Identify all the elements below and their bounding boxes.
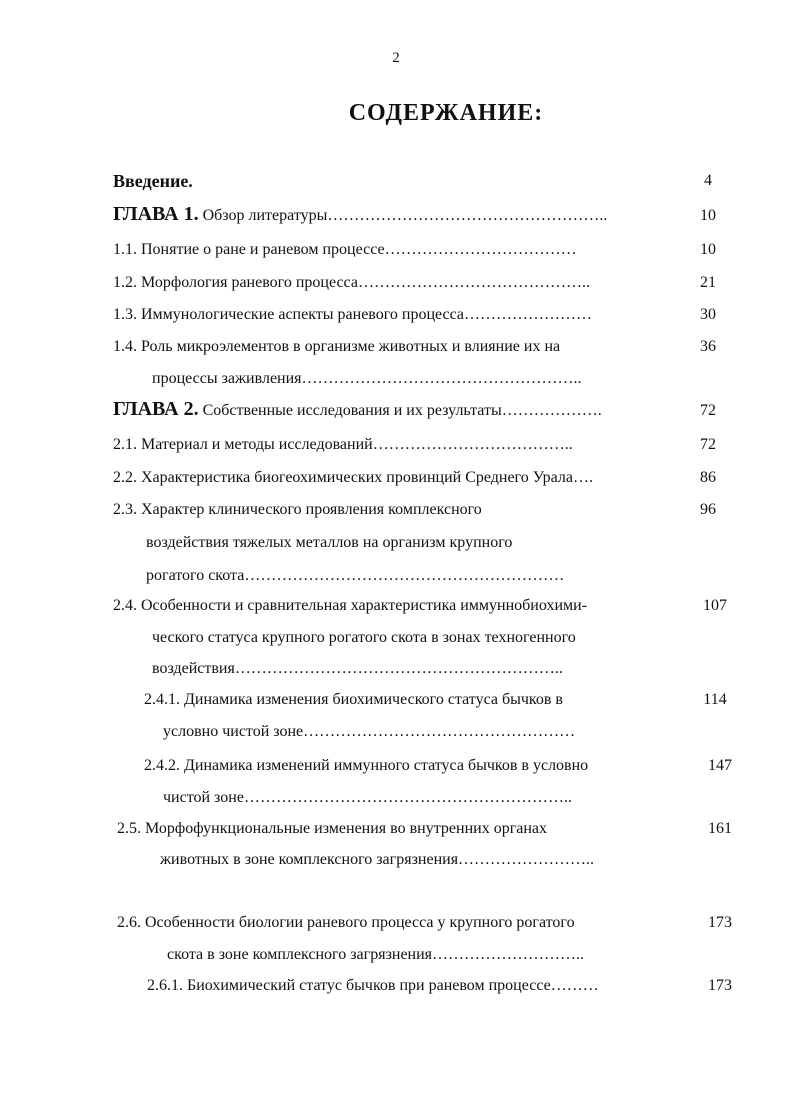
chapter-1-label: Обзор литературы…………………………………………….. bbox=[198, 207, 608, 224]
toc-ch1-page: 10 bbox=[700, 207, 716, 224]
toc-2-3-line-3: рогатого скота…………………………………………………… bbox=[146, 567, 565, 584]
toc-chapter-1 bbox=[113, 204, 607, 226]
toc-2-5-line-2: животных в зоне комплексного загрязнения…………………….. bbox=[160, 851, 595, 868]
toc-2-4-line-1: 2.4. Особенности и сравнительная характеристика иммуннобиохими- bbox=[113, 597, 588, 614]
toc-1-2-page: 21 bbox=[700, 274, 716, 291]
toc-2-2-label: 2.2. Характеристика биогеохимических провинций Среднего Урала…. bbox=[113, 469, 593, 486]
toc-2-1-page: 72 bbox=[700, 436, 716, 453]
toc-2-5-line-1: 2.5. Морфофункциональные изменения во внутренних органах bbox=[117, 820, 548, 837]
toc-2-4-2-page: 147 bbox=[708, 757, 732, 774]
toc-2-4-1-page: 114 bbox=[703, 691, 727, 708]
toc-1-1-label: 1.1. Понятие о ране и раневом процессе……………………………… bbox=[113, 241, 577, 258]
toc-1-4-line-1: 1.4. Роль микроэлементов в организме животных и влияние их на bbox=[113, 338, 561, 355]
page-title: СОДЕРЖАНИЕ: bbox=[348, 100, 544, 126]
toc-1-1-page: 10 bbox=[700, 241, 716, 258]
toc-2-4-page: 107 bbox=[703, 597, 727, 614]
toc-2-2-page: 86 bbox=[700, 469, 716, 486]
toc-1-4-line-2: процессы заживления…………………………………………….. bbox=[152, 370, 582, 387]
chapter-1-number: ГЛАВА 1. bbox=[113, 203, 199, 225]
toc-2-1-label: 2.1. Материал и методы исследований……………………………….. bbox=[113, 436, 573, 453]
toc-2-6-1-label: 2.6.1. Биохимический статус бычков при раневом процессе……… bbox=[147, 977, 599, 994]
toc-1-3-page: 30 bbox=[700, 306, 716, 323]
toc-1-3-label: 1.3. Иммунологические аспекты раневого процесса…………………… bbox=[113, 306, 593, 323]
page-number: 2 bbox=[392, 50, 400, 66]
toc-2-3-line-2: воздействия тяжелых металлов на организм крупного bbox=[146, 534, 513, 551]
toc-intro-label: Введение. bbox=[113, 171, 193, 191]
toc-ch2-page: 72 bbox=[700, 402, 716, 419]
chapter-2-number: ГЛАВА 2. bbox=[113, 398, 199, 420]
toc-2-6-page: 173 bbox=[708, 914, 732, 931]
toc-2-6-line-1: 2.6. Особенности биологии раневого процесса у крупного рогатого bbox=[117, 914, 575, 931]
toc-2-6-line-2: скота в зоне комплексного загрязнения……………………….. bbox=[167, 946, 585, 963]
toc-1-2-label: 1.2. Морфология раневого процесса…………………………………….. bbox=[113, 274, 590, 291]
toc-2-6-1-page: 173 bbox=[708, 977, 732, 994]
toc-2-4-line-3: воздействия…………………………………………………….. bbox=[152, 660, 563, 677]
toc-chapter-2 bbox=[113, 399, 602, 421]
toc-2-3-page: 96 bbox=[700, 501, 716, 518]
toc-1-4-page: 36 bbox=[700, 338, 716, 355]
toc-2-4-1-line-1: 2.4.1. Динамика изменения биохимического статуса бычков в bbox=[144, 691, 563, 708]
toc-intro-page: 4 bbox=[704, 172, 712, 189]
toc-2-3-line-1: 2.3. Характер клинического проявления комплексного bbox=[113, 501, 482, 518]
toc-2-4-1-line-2: условно чистой зоне…………………………………………… bbox=[163, 723, 576, 740]
toc-2-4-2-line-2: чистой зоне…………………………………………………….. bbox=[163, 789, 572, 806]
toc-2-5-page: 161 bbox=[708, 820, 732, 837]
toc-2-4-2-line-1: 2.4.2. Динамика изменений иммунного статуса бычков в условно bbox=[144, 757, 589, 774]
toc-2-4-line-2: ческого статуса крупного рогатого скота в зонах техногенного bbox=[152, 629, 576, 646]
chapter-2-label: Собственные исследования и их результаты………………. bbox=[198, 402, 602, 419]
